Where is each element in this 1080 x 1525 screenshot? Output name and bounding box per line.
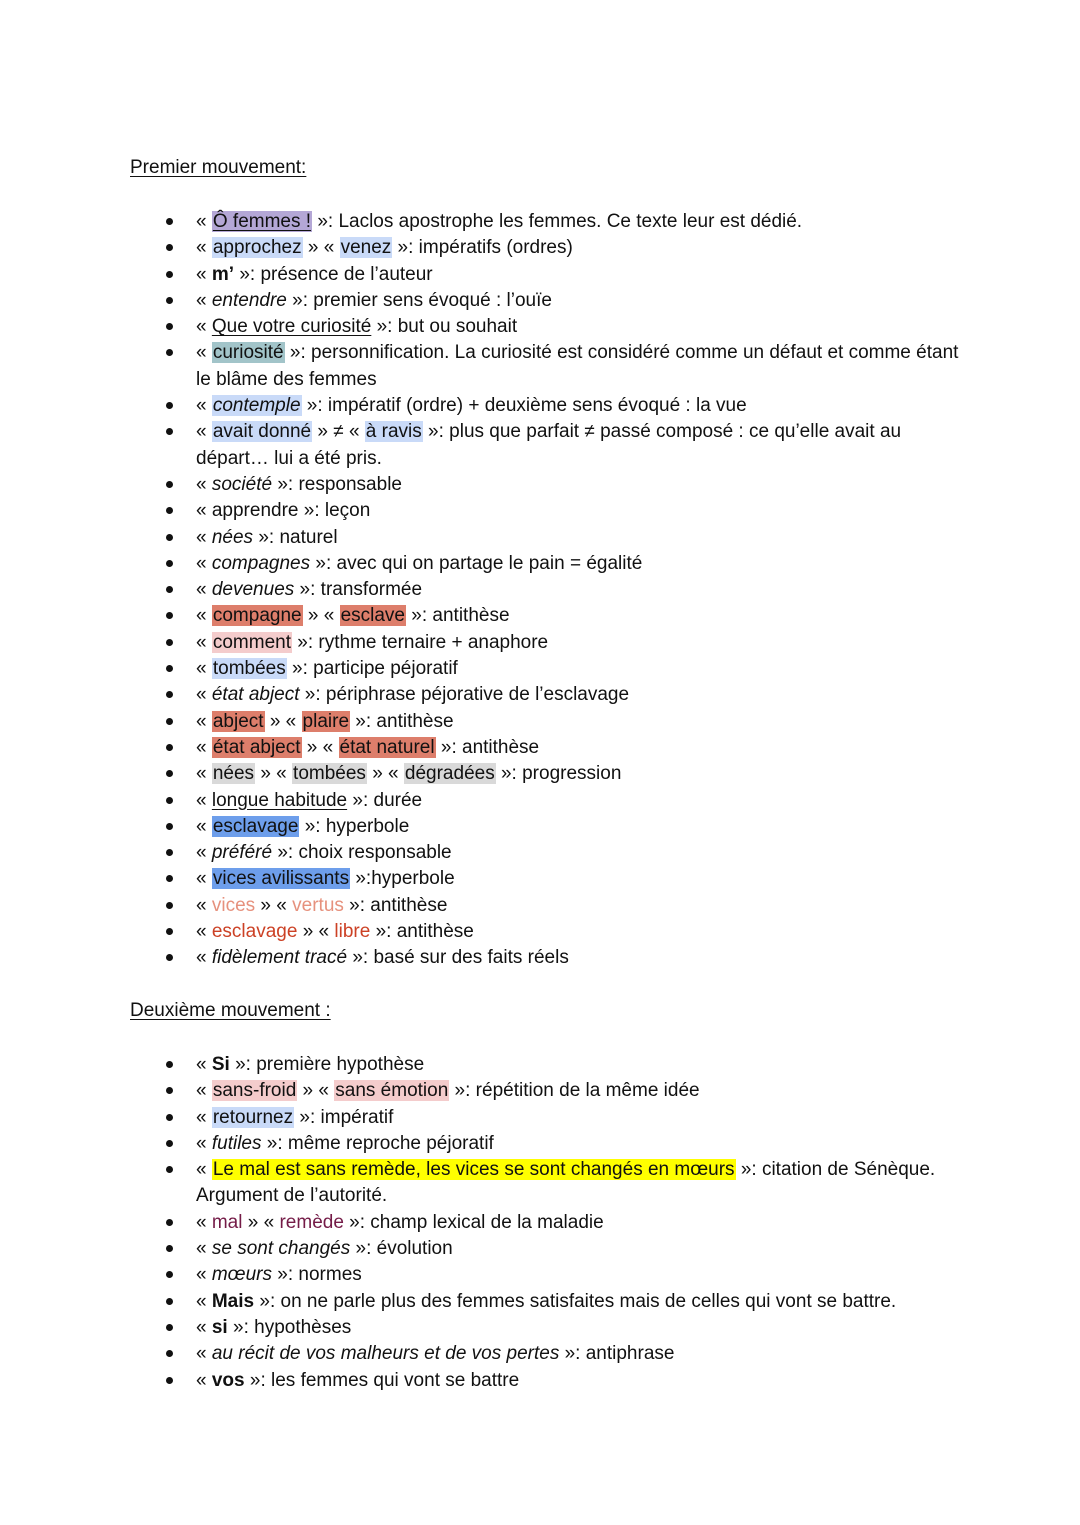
note-item (0, 603, 1080, 629)
note-text: »: les femmes qui vont se battre (244, 1369, 520, 1391)
note-text: »: antithèse (343, 894, 448, 916)
note-text: « (196, 1290, 212, 1312)
note-text: « (196, 1343, 212, 1365)
highlighted-term: état abject (212, 736, 301, 758)
highlighted-term: Le mal est sans remède, les vices se sont changés en mœurs (212, 1159, 735, 1181)
bullet-icon (166, 560, 173, 567)
note-item (0, 840, 1080, 866)
note-text: « (196, 395, 212, 417)
highlighted-term: abject (212, 710, 264, 732)
note-item (0, 1157, 1080, 1210)
note-text: »: Laclos apostrophe les femmes. Ce texte leur est dédié. (312, 211, 803, 232)
note-text: « (196, 815, 212, 837)
note-text: » « (255, 763, 293, 785)
note-text: « (196, 842, 212, 864)
note-text: « (196, 894, 212, 916)
bullet-icon (166, 297, 173, 304)
bullet-icon (166, 770, 173, 777)
note-text: « (196, 1264, 212, 1286)
bullet-icon (166, 1087, 173, 1094)
note-text: »: champ lexical de la maladie (343, 1211, 604, 1233)
note-text: « (196, 473, 212, 495)
note-text: « (196, 552, 212, 574)
colored-term: remède (279, 1211, 344, 1233)
highlighted-term: retournez (212, 1106, 294, 1128)
note-item (0, 893, 1080, 919)
highlighted-term: à ravis (365, 421, 422, 443)
highlighted-term: Ô femmes ! (212, 211, 312, 232)
quoted-term: société (211, 473, 273, 495)
note-item (0, 866, 1080, 892)
note-text: »: avec qui on partage le pain = égalité (310, 552, 643, 574)
colored-term: esclavage (211, 921, 298, 943)
notes-list-deuxieme-mouvement (0, 1052, 1080, 1394)
highlighted-term: vices avilissants (212, 868, 350, 890)
highlighted-term: dégradées (404, 763, 495, 785)
note-item (0, 709, 1080, 735)
note-text: « (196, 947, 212, 969)
highlighted-term: état naturel (339, 736, 435, 758)
note-text: « (196, 1369, 212, 1391)
quoted-term: devenues (211, 579, 295, 601)
highlighted-term: compagne (212, 605, 302, 627)
quoted-term: au récit de vos malheurs et de vos pertes (211, 1343, 560, 1365)
note-text: » « (297, 921, 335, 943)
quoted-term: Mais (211, 1290, 255, 1312)
note-text: »: même reproche péjoratif (261, 1132, 494, 1154)
note-text: « (196, 921, 212, 943)
note-text: »: impératif (ordre) + deuxième sens évoqué : la vue (301, 395, 747, 417)
note-text: Que votre curiosité (211, 316, 372, 338)
note-text: »: hyperbole (299, 815, 410, 837)
note-item (0, 314, 1080, 340)
note-item (0, 735, 1080, 761)
note-text: « (196, 763, 212, 785)
bullet-icon (166, 402, 173, 409)
note-text: »: impératif (294, 1106, 394, 1128)
note-text: »: antithèse (406, 605, 510, 627)
bullet-icon (166, 586, 173, 593)
note-text: »: périphrase péjorative de l’esclavage (299, 684, 630, 706)
note-item (0, 393, 1080, 419)
note-item (0, 472, 1080, 498)
note-text: »: on ne parle plus des femmes satisfaites mais de celles qui vont se battre. (254, 1290, 897, 1312)
highlighted-term: contemple (212, 395, 301, 417)
bullet-icon (166, 1219, 173, 1226)
note-item (0, 235, 1080, 261)
quoted-term: état abject (211, 684, 300, 706)
bullet-icon (166, 1298, 173, 1305)
note-text: »: citation de Sénèque. Argument de l’autorité. (196, 1159, 936, 1207)
note-text: « (196, 1054, 212, 1075)
note-text: « (196, 1238, 212, 1260)
note-text: »: but ou souhait (371, 316, 518, 338)
note-item (0, 1210, 1080, 1236)
note-item (0, 1262, 1080, 1288)
note-text: »: évolution (350, 1238, 453, 1260)
bullet-icon (166, 639, 173, 646)
note-text: »: antithèse (350, 710, 454, 732)
note-text: » « (297, 1080, 335, 1102)
bullet-icon (166, 507, 173, 514)
note-text: « (196, 1211, 212, 1233)
note-item (0, 788, 1080, 814)
quoted-term: se sont changés (211, 1238, 351, 1260)
note-text: « (196, 605, 212, 627)
quoted-term: Si (211, 1054, 230, 1075)
note-item (0, 630, 1080, 656)
note-text: »: première hypothèse (229, 1054, 425, 1075)
colored-term: libre (334, 921, 371, 943)
note-text: »: progression (495, 763, 622, 785)
note-text: « (196, 1080, 212, 1102)
note-text: »:hyperbole (350, 868, 455, 890)
note-item (0, 1368, 1080, 1394)
note-text: »: impératifs (ordres) (392, 237, 573, 259)
note-text: »: basé sur des faits réels (347, 947, 569, 969)
note-item (0, 1105, 1080, 1131)
section-heading-deuxieme-mouvement: Deuxième mouvement : (130, 1000, 331, 1021)
bullet-icon (166, 954, 173, 961)
colored-term: vertus (292, 894, 344, 916)
bullet-icon (166, 323, 173, 330)
quoted-term: futiles (211, 1132, 262, 1154)
highlighted-term: tombées (293, 763, 366, 785)
bullet-icon (166, 612, 173, 619)
bullet-icon (166, 481, 173, 488)
quoted-term: vos (211, 1369, 245, 1391)
note-text: « (196, 237, 212, 259)
note-item (0, 577, 1080, 603)
note-text: »: personnification. La curiosité est considéré comme un défaut et comme étant le blâme des femmes (196, 342, 959, 390)
bullet-icon (166, 534, 173, 541)
note-text: « (196, 263, 212, 285)
note-text: « (196, 684, 212, 706)
note-text: »: premier sens évoqué : l’ouïe (286, 289, 552, 311)
bullet-icon (166, 823, 173, 830)
note-item (0, 340, 1080, 393)
quoted-term: m’ (211, 263, 235, 285)
note-item (0, 1052, 1080, 1078)
bullet-icon (166, 1350, 173, 1357)
bullet-icon (166, 218, 173, 225)
highlighted-term: approchez (212, 237, 302, 259)
note-text: « (196, 526, 212, 548)
note-text: »: plus que parfait ≠ passé composé : ce qu’elle avait au départ… lui a été pris. (196, 421, 902, 469)
bullet-icon (166, 1140, 173, 1147)
note-text: »: répétition de la même idée (449, 1080, 700, 1102)
bullet-icon (166, 665, 173, 672)
bullet-icon (166, 744, 173, 751)
note-item (0, 682, 1080, 708)
note-item (0, 761, 1080, 787)
bullet-icon (166, 1061, 173, 1068)
highlighted-term: sans-froid (212, 1080, 297, 1102)
highlighted-term: comment (212, 631, 291, 653)
note-text: » « (302, 237, 340, 259)
bullet-icon (166, 1377, 173, 1384)
note-item (0, 1131, 1080, 1157)
colored-term: mal (211, 1211, 243, 1233)
bullet-icon (166, 902, 173, 909)
note-item (0, 262, 1080, 288)
note-text: « (196, 710, 212, 732)
note-text: »: rythme ternaire + anaphore (292, 631, 549, 653)
note-text: « (196, 1106, 212, 1128)
quoted-term: fidèlement tracé (211, 947, 348, 969)
note-text: « (196, 289, 212, 311)
quoted-term: si (211, 1316, 228, 1338)
note-item (0, 1236, 1080, 1262)
note-item (0, 288, 1080, 314)
note-text: « (196, 316, 212, 338)
quoted-term: nées (211, 526, 254, 548)
note-text: « (196, 789, 212, 811)
bullet-icon (166, 849, 173, 856)
note-text: longue habitude (211, 789, 348, 811)
note-text: » « (301, 736, 339, 758)
note-item (0, 419, 1080, 472)
note-item (0, 525, 1080, 551)
note-item (0, 209, 1080, 235)
highlighted-term: sans émotion (335, 1080, 449, 1102)
note-item (0, 919, 1080, 945)
note-text: « (196, 1132, 212, 1154)
note-text: « apprendre »: leçon (196, 500, 371, 522)
note-text: »: présence de l’auteur (234, 263, 433, 285)
note-text: » « (264, 710, 302, 732)
note-text: « (196, 211, 212, 232)
note-text: »: normes (272, 1264, 362, 1286)
note-item (0, 498, 1080, 524)
quoted-term: mœurs (211, 1264, 273, 1286)
highlighted-term: esclave (340, 605, 405, 627)
note-item (0, 1078, 1080, 1104)
bullet-icon (166, 797, 173, 804)
quoted-term: préféré (211, 842, 273, 864)
note-text: »: transformée (294, 579, 423, 601)
bullet-icon (166, 691, 173, 698)
note-item (0, 1315, 1080, 1341)
bullet-icon (166, 244, 173, 251)
quoted-term: compagnes (211, 552, 311, 574)
note-text: »: choix responsable (272, 842, 452, 864)
note-item (0, 1341, 1080, 1367)
bullet-icon (166, 271, 173, 278)
highlighted-term: tombées (212, 658, 286, 680)
bullet-icon (166, 1324, 173, 1331)
bullet-icon (166, 928, 173, 935)
note-text: » « (255, 894, 293, 916)
highlighted-term: esclavage (212, 815, 299, 837)
note-text: « (196, 868, 212, 890)
note-text: « (196, 631, 212, 653)
note-text: »: durée (347, 789, 423, 811)
note-text: » « (242, 1211, 280, 1233)
highlighted-term: plaire (302, 710, 350, 732)
highlighted-term: venez (340, 237, 392, 259)
bullet-icon (166, 1166, 173, 1173)
bullet-icon (166, 875, 173, 882)
note-text: « (196, 342, 212, 364)
note-text: »: participe péjoratif (286, 658, 458, 680)
note-text: « (196, 736, 212, 758)
bullet-icon (166, 1114, 173, 1121)
note-text: « (196, 1316, 212, 1338)
note-text: »: antithèse (370, 921, 474, 943)
notes-list-premier-mouvement (0, 209, 1080, 972)
bullet-icon (166, 718, 173, 725)
bullet-icon (166, 1271, 173, 1278)
section-heading-premier-mouvement: Premier mouvement: (130, 157, 307, 178)
note-text: »: responsable (272, 473, 402, 495)
highlighted-term: avait donné (212, 421, 312, 443)
note-item (0, 656, 1080, 682)
note-text: « (196, 579, 212, 601)
bullet-icon (166, 349, 173, 356)
highlighted-term: nées (212, 763, 255, 785)
note-item (0, 814, 1080, 840)
note-text: « (196, 658, 212, 680)
note-item (0, 945, 1080, 971)
quoted-term: entendre (211, 289, 287, 311)
note-text: »: hypothèses (227, 1316, 352, 1338)
note-text: »: antiphrase (559, 1343, 675, 1365)
colored-term: vices (211, 894, 256, 916)
note-item (0, 1289, 1080, 1315)
note-item (0, 551, 1080, 577)
note-text: « (196, 421, 212, 443)
note-text: « (196, 1159, 212, 1181)
note-text: » ≠ « (312, 421, 365, 443)
note-text: » « (366, 763, 404, 785)
note-text: » « (302, 605, 340, 627)
highlighted-term: curiosité (212, 342, 284, 364)
note-text: »: naturel (253, 526, 338, 548)
bullet-icon (166, 428, 173, 435)
note-text: »: antithèse (435, 736, 540, 758)
bullet-icon (166, 1245, 173, 1252)
